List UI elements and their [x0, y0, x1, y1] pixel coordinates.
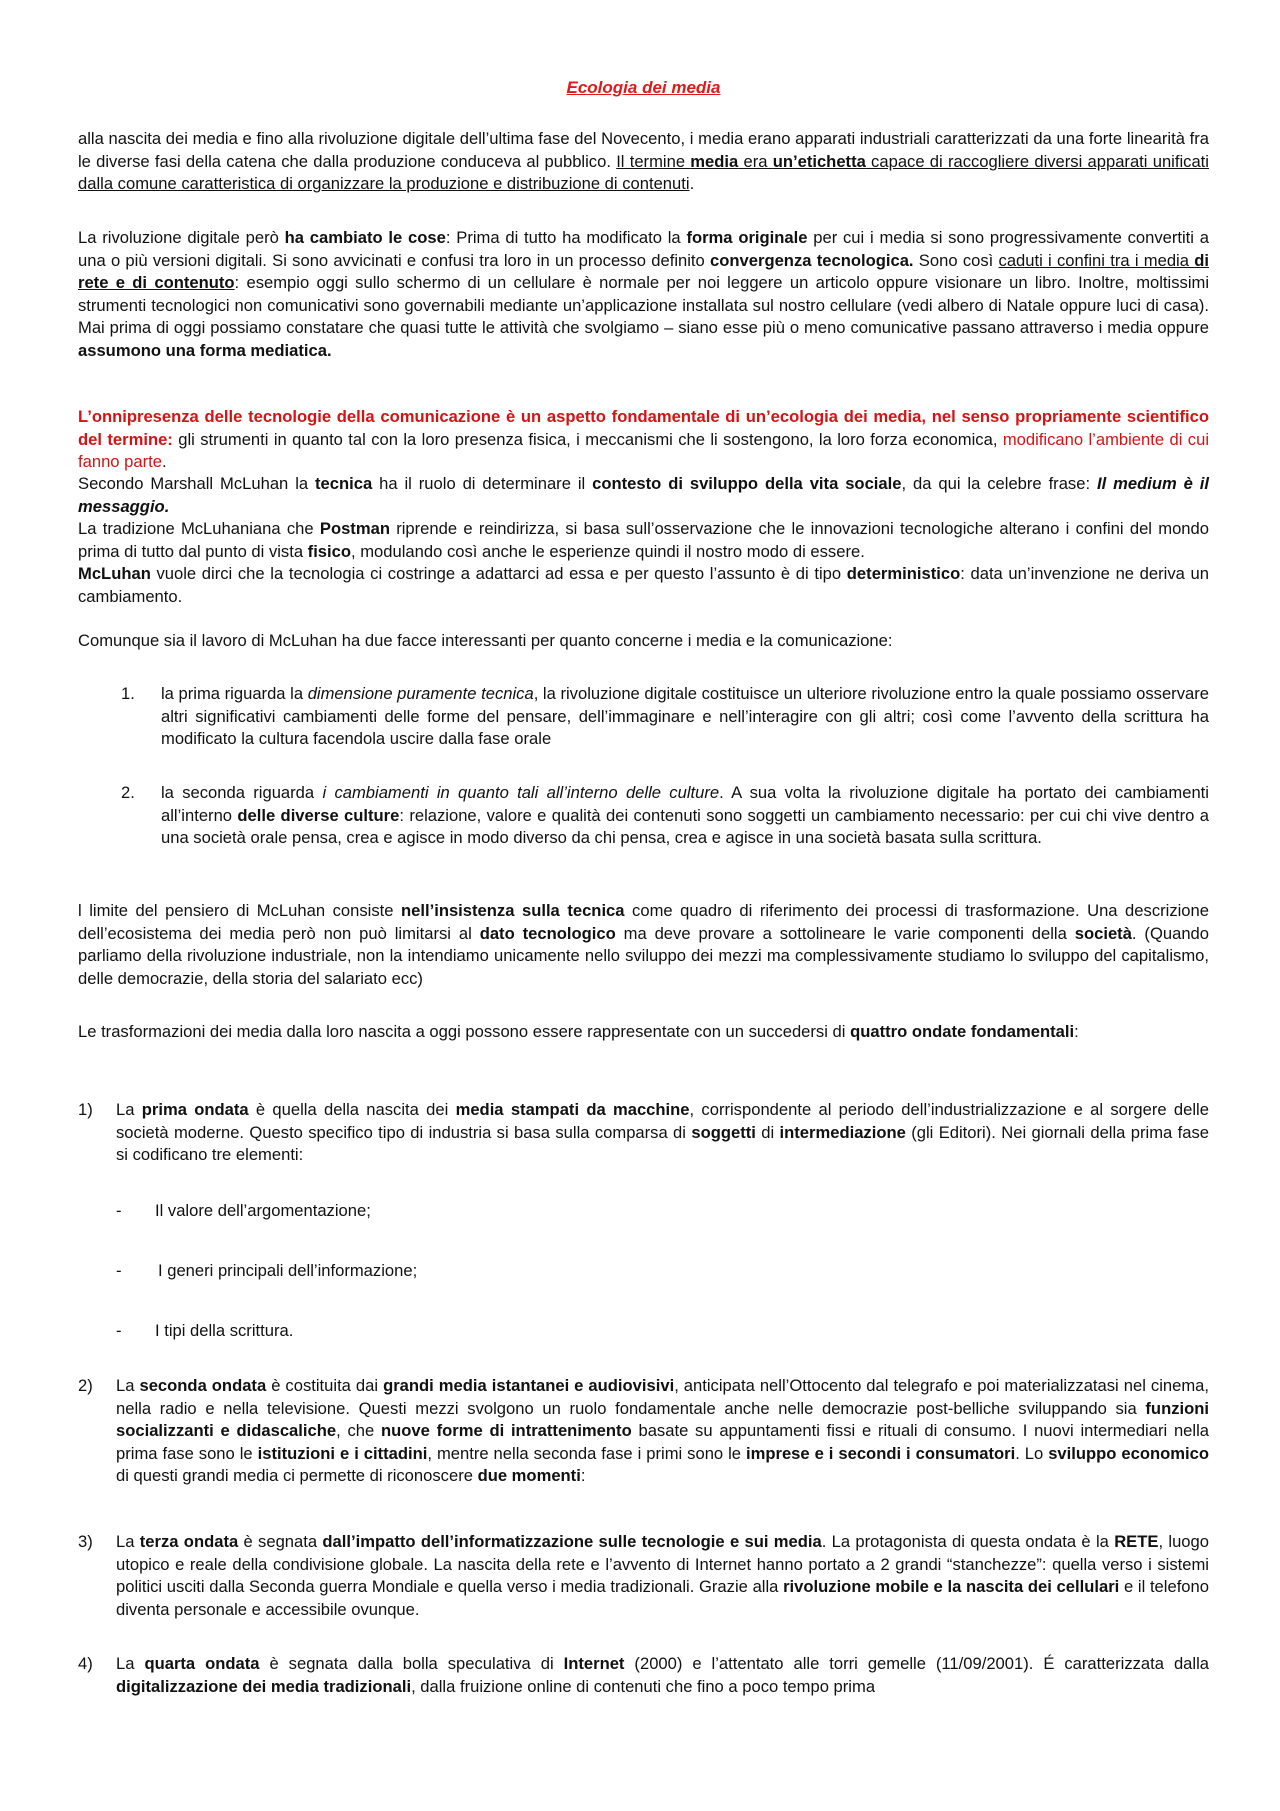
text-run: alla nascita dei media e fino alla rivoluzione digitale dell’ultima fase del Novecento, i media erano apparati industriali caratterizzati da una forte linearità fra le diverse fasi della catena che dalla produzione conduceva al pubblico. [78, 129, 1209, 171]
dash-marker: - [116, 1321, 122, 1340]
wave-number: 3) [78, 1532, 93, 1551]
wave-number: 4) [78, 1654, 93, 1673]
list-number: 1. [121, 684, 135, 703]
paragraph-mcluhan-technique: Secondo Marshall McLuhan la tecnica ha il ruolo di determinare il contesto di sviluppo della vita sociale, da qui la celebre frase: Il medium è il messaggio. [78, 474, 1209, 516]
wave-item-first: La prima ondata è quella della nascita dei media stampati da macchine, corrispondente al periodo dell’industrializzazione e al sorgere delle società moderne. Questo specifico tipo di industria si basa sulla comparsa di soggetti di intermediazione (gli Editori). Nei giornali della prima fase si codificano tre elementi: [116, 1100, 1209, 1165]
dash-item: I generi principali dell’informazione; [158, 1261, 418, 1280]
wave-item-fourth: La quarta ondata è segnata dalla bolla speculativa di Internet (2000) e l’attentato alle torri gemelle (11/09/2001). É caratterizzata dalla digitalizzazione dei media tradizionali, dalla fruizione online di contenuti che fino a poco tempo prima [116, 1654, 1210, 1696]
wave-number: 1) [78, 1100, 93, 1119]
wave-item-second: La seconda ondata è costituita dai grandi media istantanei e audiovisivi, anticipata nell’Ottocento dal telegrafo e poi materializzatasi nel cinema, nella radio e nella televisione. Questi mezzi svolgono un ruolo fondamentale anche nelle democrazie post-belliche sviluppando sia funzioni socializzanti e didascaliche, che nuove forme di intrattenimento basate su appuntamenti fissi e rituali di consumo. I nuovi intermediari nella prima fase sono le istituzioni e i cittadini, mentre nella seconda fase i primi sono le imprese e i secondi i consumatori. Lo sviluppo economico di questi grandi media ci permette di riconoscere due momenti: [116, 1376, 1209, 1486]
wave-item-third: La terza ondata è segnata dall’impatto dell’informatizzazione sulle tecnologie e sui media. La protagonista di questa ondata è la RETE, luogo utopico e reale della condivisione globale. La nascita della rete e l’avvento di Internet hanno portato a 2 grandi “stanchezze”: quella verso i sistemi politici usciti dalla Seconda guerra Mondiale e quella verso i media tradizionali. Grazie alla rivoluzione mobile e la nascita dei cellulari e il telefono diventa personale e accessibile ovunque. [116, 1532, 1209, 1619]
dash-marker: - [116, 1261, 122, 1280]
paragraph-four-waves: Le trasformazioni dei media dalla loro nascita a oggi possono essere rappresentate con un succedersi di quattro ondate fondamentali: [78, 1022, 1079, 1041]
paragraph-mcluhan-limit: l limite del pensiero di McLuhan consiste nell’insistenza sulla tecnica come quadro di riferimento dei processi di trasformazione. Una descrizione dell’ecosistema dei media però non può limitarsi al dato tecnologico ma deve provare a sottolineare le varie componenti della società. (Quando parliamo della rivoluzione industriale, non la intendiamo unicamente nello sviluppo dei mezzi ma complessivamente studiamo lo sviluppo del capitalismo, delle democrazie, della storia del salariato ecc) [78, 901, 1210, 988]
list-number: 2. [121, 783, 135, 802]
document-title: Ecologia dei media [566, 78, 721, 97]
dash-item: Il valore dell’argomentazione; [155, 1201, 371, 1220]
list-item: la seconda riguarda i cambiamenti in quanto tali all’interno delle culture. A sua volta la rivoluzione digitale ha portato dei cambiamenti all’interno delle diverse culture: relazione, valore e qualità dei contenuti sono soggetti un cambiamento necessario: per cui chi vive dentro a una società orale pensa, crea e agisce in modo diverso da chi pensa, crea e agisce in una società basata sulla scrittura. [161, 783, 1209, 848]
paragraph-postman: La tradizione McLuhaniana che Postman riprende e reindirizza, si basa sull’osservazione che le innovazioni tecnologiche alterano i confini del mondo prima di tutto dal punto di vista fisico, modulando così anche le esperienze quindi il nostro modo di essere. [78, 519, 1209, 561]
paragraph-omnipresence: L’onnipresenza delle tecnologie della comunicazione è un aspetto fondamentale di un’ecologia dei media, nel senso propriamente scientifico del termine: gli strumenti in quanto tal con la loro presenza fisica, i meccanismi che li sostengono, la loro forza economica, modificano l’ambiente di cui fanno parte. [78, 407, 1210, 472]
paragraph-digital-revolution: La rivoluzione digitale però ha cambiato le cose: Prima di tutto ha modificato la forma originale per cui i media si sono progressivamente convertiti a una o più versioni digitali. Si sono avvicinati e confusi tra loro in un processo definito convergenza tecnologica. Sono così caduti i confini tra i media di rete e di contenuto: esempio oggi sullo schermo di un cellulare è normale per noi leggere un articolo oppure visionare un libro. Inoltre, moltissimi strumenti tecnologici non comunicativi sono governabili mediante un’applicazione installata sul nostro cellulare (vedi albero di Natale oppure luci di casa). Mai prima di oggi possiamo constatare che quasi tutte le attività che svolgiamo – siano esse più o meno comunicative passano attraverso i media oppure assumono una forma mediatica. [78, 228, 1210, 360]
list-item: la prima riguarda la dimensione puramente tecnica, la rivoluzione digitale costituisce un ulteriore rivoluzione entro la quale possiamo osservare altri significativi cambiamenti delle forme del pensare, dell’immaginare e nell’interagire con gli altri; così come l’avvento della scrittura ha modificato la cultura facendola uscire dalla fase orale [161, 684, 1209, 749]
dash-item: I tipi della scrittura. [155, 1321, 294, 1340]
paragraph-two-faces: Comunque sia il lavoro di McLuhan ha due facce interessanti per quanto concerne i media e la comunicazione: [78, 631, 893, 650]
wave-number: 2) [78, 1376, 93, 1395]
dash-marker: - [116, 1201, 122, 1220]
paragraph-determinism: McLuhan vuole dirci che la tecnologia ci costringe a adattarci ad essa e per questo l’assunto è di tipo deterministico: data un’invenzione ne deriva un cambiamento. [78, 564, 1209, 606]
underlined-run: Il termine media era un’etichetta capace di raccogliere diversi apparati unificati dalla comune caratteristica di organizzare la produzione e distribuzione di contenuti [78, 151, 1209, 194]
paragraph-intro: alla nascita dei media e fino alla rivoluzione digitale dell’ultima fase del Novecento, i media erano apparati industriali caratterizzati da una forte linearità fra le diverse fasi della catena che dalla produzione conduceva al pubblico. Il termine media era un’etichetta capace di raccogliere diversi apparati unificati dalla comune caratteristica di organizzare la produzione e distribuzione di contenuti. [78, 129, 1209, 194]
